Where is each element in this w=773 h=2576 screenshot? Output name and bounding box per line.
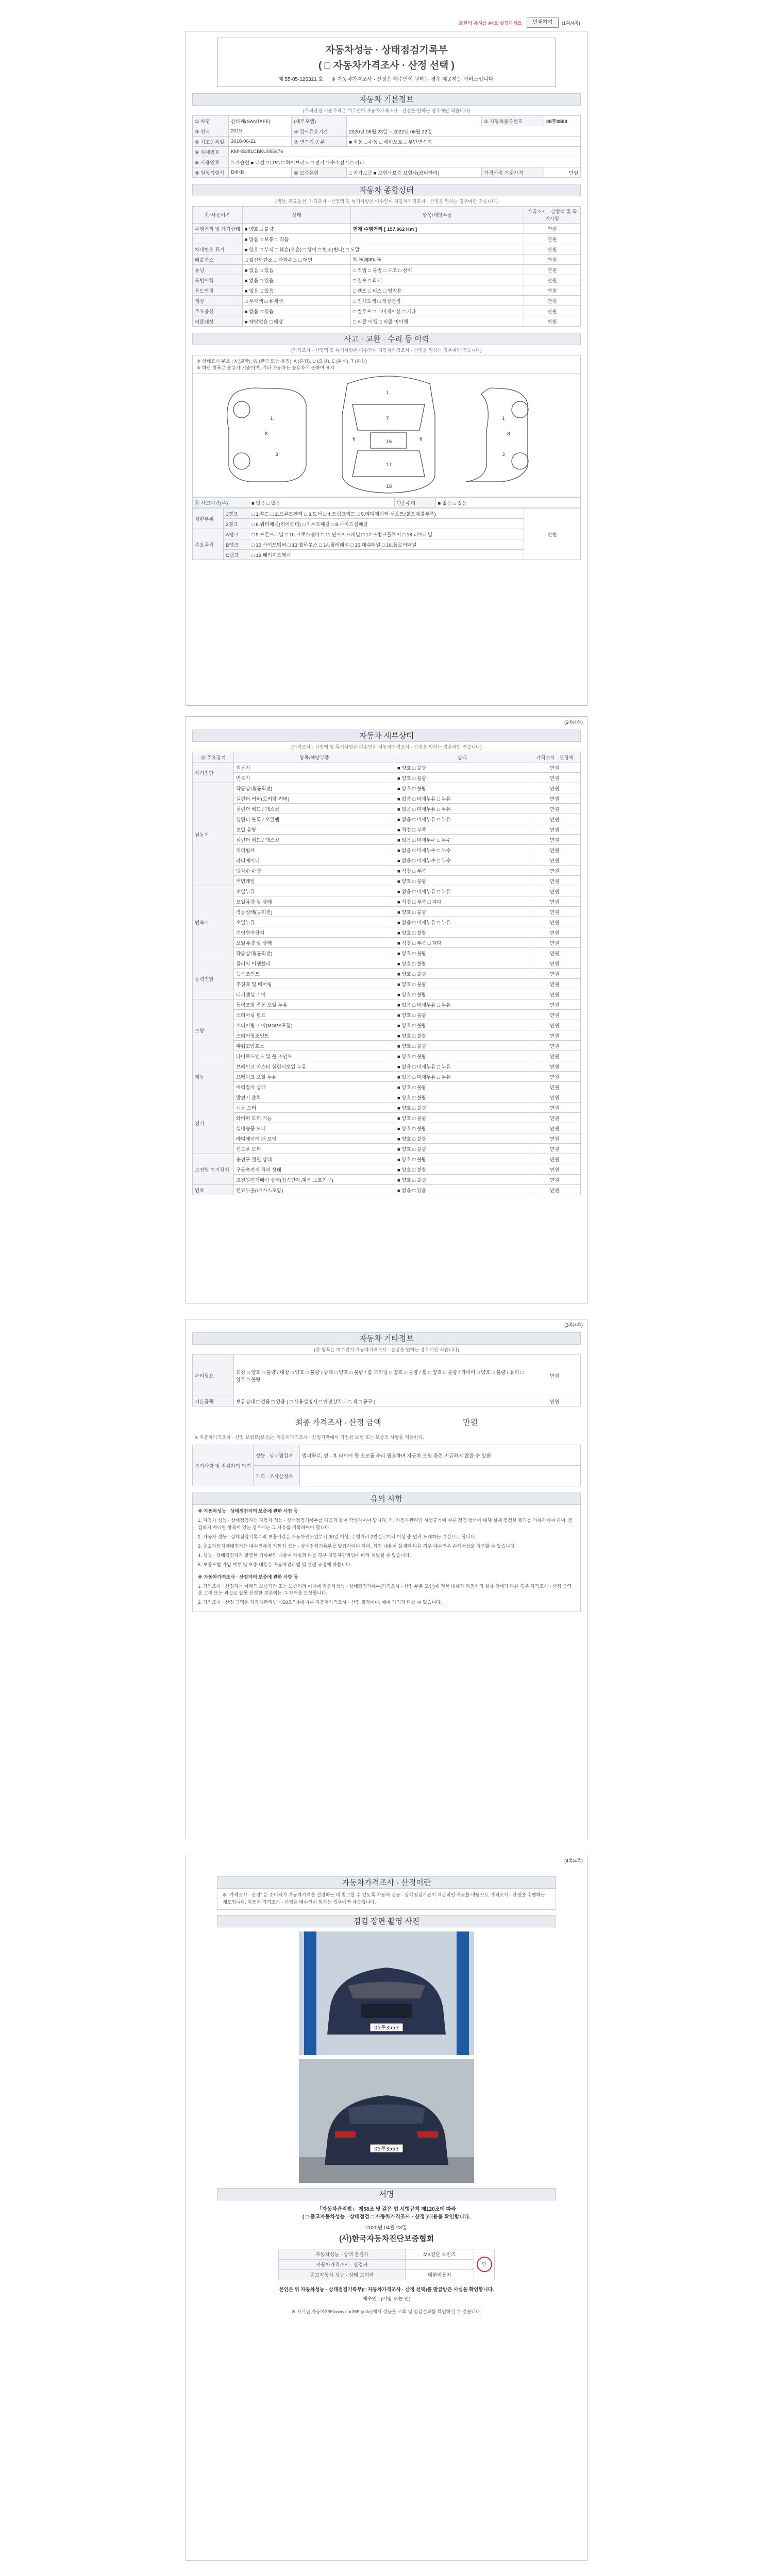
part-state: ■ 양호 □ 불량: [395, 948, 529, 958]
doc-prefix: 제: [278, 77, 283, 82]
svg-text:1: 1: [502, 416, 505, 421]
part-price: 만원: [529, 1144, 581, 1154]
part-state: ■ 양호 □ 불량: [395, 783, 529, 793]
table-row: [193, 999, 581, 1010]
part-state: ■ 적정 □ 부족: [395, 866, 529, 876]
accident-legend: ※ 상태표시 부호 : X (교환), W (판금 또는 용접), A (흠집), U (요철), C (부식), T (손상) ※ 하단 항목은 승용차 기준이며, 기타 자동차는 승용차에 준하여 표시: [192, 355, 581, 374]
page-3-number: (3쪽/4쪽): [564, 1323, 583, 1328]
part-state: ■ 양호 □ 불량: [395, 1164, 529, 1175]
page-3: [186, 1319, 587, 1839]
table-row: [193, 1061, 581, 1072]
table-row: [193, 1020, 581, 1030]
part-price: 만원: [529, 948, 581, 958]
table-row: [193, 783, 581, 793]
group-label: 고전원 전기장치: [193, 1154, 234, 1185]
part-state: ■ 양호 □ 불량: [395, 989, 529, 999]
sign-body: 「자동차관리법」 제58조 및 같은 법 시행규칙 제120조에 따라 ( □ 중고자동차성능 · 상태점검 □ 자동차가격조사 · 산정 )내용을 확인합니다. 2020년 04월 23일 (사)한국자동차진단보증협회 자동차성능 · 상태 점검자 MK진단 로빈즈 인 자동차가격조사 · 산정자 중고자동차 성능 · 상태 고지자 대한자동차 본인은 위 자동차성능 · 상태점검기록부(□ 자동차가격조사 · 산정 선택)를 발급받은 사실을 확인합니다. 매수인 : (서명 또는 인) ※ 자기진 자동차365(www.car365.go.kr)에서 성능을 조회 및 점검결과를 확인하실 수 있습니다.: [279, 2206, 494, 2314]
table-row: [193, 1123, 581, 1133]
overall-section: [192, 184, 581, 327]
table-row: ⑨ 원동기형식 D4HB ⑩ 보증유형 □ 자가보증 ■ 보험사보증 보험사(코리안리) 가격산정 기준가격 만원: [193, 167, 581, 178]
final-section: [192, 1413, 581, 1486]
table-row: [193, 1175, 581, 1185]
print-notice: 프린터 용지를 A4로 설정하세요: [459, 21, 522, 26]
part-name: 클러치 어셈블리: [234, 958, 395, 969]
part-state: ■ 양호 □ 불량: [395, 979, 529, 989]
final-desc: ※ 자동차가격조사 · 산정 보험료(보증)는 자동차가격조사 · 산정기관에서 가입한 보험 또는 보증의 사항을 적용한다.: [194, 1435, 424, 1440]
part-name: 파워고압호스: [234, 1041, 395, 1051]
table-row: [193, 1185, 581, 1195]
table-row: 외판부위 1랭크 □ 1.후드 □ 2.프론트펜더 □ 3.도어 □ 4.트렁크리드 □ 5.라디에이터 서포트(볼트체결부품) 만원: [193, 509, 581, 519]
car-outline-svg: [193, 374, 581, 496]
table-row: 주요옵션 ■ 없음 □ 있음 □ 썬루프 □ 네비게이션 □ 기타 만원: [193, 306, 581, 316]
part-name: 작동상태(공회전): [234, 907, 395, 917]
part-price: 만원: [529, 938, 581, 948]
part-price: 만원: [529, 989, 581, 999]
notice-heading: 유의 사항: [192, 1493, 581, 1505]
sign-section: [217, 2188, 556, 2319]
group-label: 동력전달: [193, 958, 234, 999]
table-row: [193, 1144, 581, 1154]
title-line-1: 자동차성능 · 상태점검기록부: [325, 45, 448, 56]
part-name: 스티어링 기어(MDPS포함): [234, 1020, 395, 1030]
part-price: 만원: [529, 1041, 581, 1051]
part-state: ■ 없음 □ 미세누유 □ 누유: [395, 886, 529, 896]
part-state: ■ 양호 □ 불량: [395, 1103, 529, 1113]
part-name: 실린더 헤드 / 개스킷: [234, 804, 395, 814]
table-row: [193, 938, 581, 948]
part-price: 만원: [529, 1164, 581, 1175]
photo-section: [217, 1915, 556, 2183]
table-row: [193, 845, 581, 855]
part-price: 만원: [529, 886, 581, 896]
part-state: ■ 양호 □ 불량: [395, 773, 529, 783]
part-name: 라디에이터: [234, 855, 395, 866]
basic-info-sub: (가격산정 기준가격은 매수인이 자동차가격조사 · 산정을 원하는 경우에만 적습니다): [303, 108, 470, 113]
table-row: [193, 1113, 581, 1123]
part-name: 오일유량 및 상태: [234, 938, 395, 948]
svg-text:1: 1: [270, 416, 273, 421]
plate-text-rear: 05무3553: [374, 2146, 399, 2152]
basic-info-table: [192, 115, 581, 178]
table-row: [193, 1133, 581, 1144]
table-row: [193, 793, 581, 804]
part-name: 등속조인트: [234, 969, 395, 979]
table-row: [193, 948, 581, 958]
part-price: 만원: [529, 999, 581, 1010]
part-price: 만원: [529, 907, 581, 917]
part-state: ■ 양호 □ 불량: [395, 907, 529, 917]
table-row: 2랭크 □ 6.쿼터패널(리어펜더) □ 7.루프패널 □ 8.사이드실패널: [193, 519, 581, 529]
print-button[interactable]: 인쇄하기: [527, 18, 559, 28]
part-price: 만원: [529, 1175, 581, 1185]
part-state: ■ 없음 □ 미세누유 □ 누유: [395, 1072, 529, 1082]
table-row: [193, 907, 581, 917]
svg-text:1: 1: [386, 391, 389, 396]
group-label: 자기진단: [193, 762, 234, 783]
accident-sub: (가격조사 · 산정액 및 특기사항은 매수인이 자동차가격조사 · 산정을 원하는 경우에만 적습니다): [291, 348, 482, 353]
table-row: [193, 866, 581, 876]
part-name: 작동상태(공회전): [234, 948, 395, 958]
part-state: ■ 양호 □ 불량: [395, 1082, 529, 1092]
title-line-2: ( □ 자동차가격조사 · 산정 선택 ): [318, 60, 455, 71]
svg-text:6: 6: [352, 437, 356, 442]
part-state: ■ 양호 □ 불량: [395, 1133, 529, 1144]
part-price: 만원: [529, 1020, 581, 1030]
table-row: [193, 876, 581, 886]
doc-number-row: [222, 75, 551, 82]
part-name: 오일유량 및 상태: [234, 896, 395, 907]
table-row: [193, 1051, 581, 1061]
group-label: 조향: [193, 999, 234, 1061]
part-price: 만원: [529, 927, 581, 938]
accident-rank-table: [192, 508, 581, 560]
table-row: 수리필요 외장 □ 양호 □ 불량 / 내장 □ 양호 □ 불량 / 광택 □ 양호 □ 불량 / 룸 크리닝 □ 양호 □ 불량 / 휠 □ 양호 □ 불량 / 타이어 □ 양호 □ 불량 / 유리 □ 양호 □ 불량 만원: [193, 1355, 581, 1396]
part-price: 만원: [529, 1010, 581, 1020]
doc-number: 55-05-126321: [284, 77, 317, 82]
plate-text-front: 05무3553: [374, 2025, 399, 2031]
table-row: 색상 □ 무채색 □ 유채색 □ 전체도색 □ 색상변경 만원: [193, 296, 581, 306]
group-label: 변속기: [193, 886, 234, 958]
table-row: [193, 835, 581, 845]
photo-heading: 점검 장면 촬영 사진: [217, 1915, 556, 1927]
part-price: 만원: [529, 969, 581, 979]
table-row: 자동차성능 · 상태 점검자 MK진단 로빈즈 인: [279, 2249, 495, 2259]
part-price: 만원: [529, 773, 581, 783]
final-table: [192, 1445, 581, 1486]
table-row: 중고자동차 성능 · 상태 고지자 대한자동차: [279, 2269, 495, 2280]
table-row: B랭크 □ 12.사이드멤버 □ 13.휠하우스 □ 14.필러패널 □ 15.대쉬패널 □ 16.플로어패널: [193, 539, 581, 550]
part-name: 와이퍼 모터 기능: [234, 1113, 395, 1123]
group-label: 전기: [193, 1092, 234, 1154]
part-price: 만원: [529, 814, 581, 824]
doc-suffix: 호: [318, 77, 324, 82]
part-state: ■ 없음 □ 미세누수 □ 누수: [395, 845, 529, 855]
table-row: C랭크 □ 19.패키지트레이: [193, 550, 581, 560]
svg-text:3: 3: [275, 452, 278, 457]
page-2: [186, 716, 587, 1303]
part-name: 실내송풍 모터: [234, 1123, 395, 1133]
part-price: 만원: [529, 1061, 581, 1072]
part-name: 배력장치 상태: [234, 1082, 395, 1092]
part-state: ■ 양호 □ 불량: [395, 1144, 529, 1154]
table-row: [193, 1030, 581, 1041]
part-name: 커먼레일: [234, 876, 395, 886]
part-price: 만원: [529, 1103, 581, 1113]
other-sub: (⑭ 항목은 매수인이 자동차가격조사 · 산정을 원하는 경우에만 적습니다): [314, 1347, 459, 1352]
overall-sub: (색상, 주요옵션, 가격조사 · 산정액 및 특기사항은 매수인이 자동차가격조사 · 산정을 원하는 경우에만 적습니다): [275, 199, 498, 204]
part-state: ■ 양호 □ 불량: [395, 1010, 529, 1020]
table-row: ⑤ 최초등록일 2018-06-21 ⑦ 변속기 종류 ■ 자동 □ 수동 □ 세미오토 □ 무단변속기: [193, 137, 581, 147]
part-name: 실린더 헤드 / 개스킷: [234, 835, 395, 845]
table-row: 자동차가격조사 · 산정자: [279, 2259, 495, 2269]
table-row: ■ 많음 □ 보통 □ 적음 만원: [193, 234, 581, 244]
table-row: 기본품목 보유상태 □ 없음 □ 있음 ( □ 사용설명서 □ 안전삼각대 □ 잭 □ 공구 ) 만원: [193, 1396, 581, 1406]
part-name: 변속기: [234, 773, 395, 783]
basic-info-heading: 자동차 기본정보: [192, 93, 581, 106]
part-price: 만원: [529, 1133, 581, 1144]
part-state: ■ 없음 □ 미세누수 □ 누수: [395, 855, 529, 866]
part-name: 라디에이터 팬 모터: [234, 1133, 395, 1144]
part-name: 워터펌프: [234, 845, 395, 855]
sign-heading: 서명: [217, 2188, 556, 2200]
price-explain-section: [217, 1876, 556, 1910]
svg-text:3: 3: [502, 452, 505, 457]
part-price: 만원: [529, 804, 581, 814]
part-state: ■ 양호 □ 불량: [395, 1020, 529, 1030]
part-name: 실린더 커버(로커암 커버): [234, 793, 395, 804]
final-heading: 최종 가격조사 · 산정 금액: [295, 1418, 381, 1427]
part-name: 타이로드엔드 및 볼 조인트: [234, 1051, 395, 1061]
part-state: ■ 없음 □ 미세누유 □ 누유: [395, 999, 529, 1010]
part-name: 오일 유량: [234, 824, 395, 835]
part-price: 만원: [529, 979, 581, 989]
group-label: 연료: [193, 1185, 234, 1195]
table-row: [193, 804, 581, 814]
table-row: 리콜대상 ■ 해당없음 □ 해당 □ 리콜 이행 □ 리콜 미이행 만원: [193, 316, 581, 327]
part-price: 만원: [529, 1113, 581, 1123]
table-row: [193, 886, 581, 896]
part-name: 냉각수 수량: [234, 866, 395, 876]
table-row: [193, 896, 581, 907]
notice-section: [192, 1493, 581, 1612]
part-price: 만원: [529, 824, 581, 835]
group-label: 제동: [193, 1061, 234, 1092]
part-price: 만원: [529, 1082, 581, 1092]
part-price: 만원: [529, 762, 581, 773]
table-header-row: ⑬ 주요장치 항목/해당부품 상태 가격조사 · 산정액: [193, 752, 581, 762]
part-name: 스티어링조인트: [234, 1030, 395, 1041]
other-section: [192, 1332, 581, 1406]
part-name: 작동상태(공회전): [234, 783, 395, 793]
part-price: 만원: [529, 876, 581, 886]
page-1: [186, 31, 587, 706]
part-state: ■ 없음 □ 있음: [395, 1185, 529, 1195]
table-row: ⑥ 차대번호 KMHS381CBKU055476: [193, 147, 581, 157]
part-name: 윈도우 모터: [234, 1144, 395, 1154]
page-4: [186, 1855, 587, 2561]
part-state: ■ 양호 □ 불량: [395, 1154, 529, 1164]
part-state: ■ 없음 □ 미세누유 □ 누유: [395, 917, 529, 927]
detail-table: [192, 752, 581, 1195]
part-price: 만원: [529, 958, 581, 969]
table-row: [193, 1164, 581, 1175]
part-state: ■ 양호 □ 불량: [395, 1175, 529, 1185]
svg-text:16: 16: [386, 439, 392, 445]
table-row: 용도변경 ■ 없음 □ 있음 □ 렌트 □ 리스 □ 영업용 만원: [193, 285, 581, 296]
table-row: [193, 1154, 581, 1164]
table-row: [193, 979, 581, 989]
table-row: [193, 1041, 581, 1051]
table-row: 배출가스 □ 일산화탄소 □ 탄화수소 □ 매연 % % ppm, % 만원: [193, 255, 581, 265]
part-state: ■ 없음 □ 미세누수 □ 누수: [395, 835, 529, 845]
part-price: 만원: [529, 1092, 581, 1103]
part-state: ■ 양호 □ 불량: [395, 1051, 529, 1061]
part-state: ■ 없음 □ 미세누유 □ 누유: [395, 793, 529, 804]
part-state: ■ 양호 □ 불량: [395, 876, 529, 886]
table-row: [193, 927, 581, 938]
svg-text:7: 7: [386, 416, 389, 421]
table-row: 튜닝 ■ 없음 □ 있음 □ 적법 □ 불법 □ 구조 □ 장치 만원: [193, 265, 581, 275]
overall-table: [192, 206, 581, 327]
part-state: ■ 양호 □ 불량: [395, 762, 529, 773]
table-row: ① 차명 산타페(SANTAFE) (세부모델) ② 자동차등록번호 05무3553: [193, 116, 581, 126]
part-name: 충전구 절연 상태: [234, 1154, 395, 1164]
part-state: ■ 양호 □ 불량: [395, 1041, 529, 1051]
car-diagram: [192, 374, 581, 497]
price-explain-desc: ※ "가격조사 · 산정" 은 소비자가 자동차가격을 결정하는 데 참고할 수 있도록 자동차 성능 · 상태점검기관이 객관적인 자료를 바탕으로 가격조사 · 산정을 수행하는 제도입니다. 자동차 가격조사 · 산정은 매수인이 원하는 경우에만 제공됩니다.: [217, 1889, 556, 1910]
part-name: 연료누출(LP가스포함): [234, 1185, 395, 1195]
part-name: 고전원전기배선 상태(접속단자,피복,보호기구): [234, 1175, 395, 1185]
part-state: ■ 없음 □ 미세누유 □ 누유: [395, 1061, 529, 1072]
part-state: ■ 양호 □ 불량: [395, 1030, 529, 1041]
part-name: 오일누유: [234, 886, 395, 896]
table-row: [193, 989, 581, 999]
part-price: 만원: [529, 1030, 581, 1041]
table-row: ⑧ 사용연료 □ 가솔린 ■ 디젤 □ LPG □ 하이브리드 □ 전기 □ 수소전기 □ 기타: [193, 157, 581, 167]
group-label: 원동기: [193, 783, 234, 886]
other-table: [192, 1354, 581, 1406]
part-state: ■ 적정 □ 부족: [395, 824, 529, 835]
doc-note: ※ 자동차가격조사 · 산정은 매수인이 원하는 경우 제공하는 서비스입니다.: [331, 77, 495, 82]
part-name: 브레이크 오일 누유: [234, 1072, 395, 1082]
part-price: 만원: [529, 845, 581, 855]
accident-heading: 사고 · 교환 · 수리 등 이력: [192, 333, 581, 345]
table-row: [193, 1010, 581, 1020]
document-title: [217, 38, 556, 87]
part-name: 발전기 출력: [234, 1092, 395, 1103]
table-row: [193, 1092, 581, 1103]
part-price: 만원: [529, 1154, 581, 1164]
part-state: ■ 적정 □ 부족 □ 과다: [395, 938, 529, 948]
svg-text:8: 8: [507, 432, 510, 437]
table-row: ③ 연식 2019 ④ 검사유효기간 2020년 06월 23일 ~ 2022년 06월 22일: [193, 126, 581, 137]
table-row: 가격 · 조사산정자: [193, 1466, 581, 1486]
signer-table: [278, 2249, 495, 2280]
part-price: 만원: [529, 866, 581, 876]
table-row: [193, 762, 581, 773]
seal-stamp: 인: [477, 2257, 492, 2272]
part-state: ■ 양호 □ 불량: [395, 958, 529, 969]
part-state: ■ 없음 □ 미세누유 □ 누유: [395, 804, 529, 814]
svg-text:6: 6: [419, 437, 423, 442]
part-name: 실린더 블록 / 오일팬: [234, 814, 395, 824]
accident-summary-table: [192, 497, 581, 508]
table-row: 특별이력 ■ 없음 □ 있음 □ 침수 □ 화재 만원: [193, 275, 581, 285]
table-row: [193, 1072, 581, 1082]
table-row: 특기사항 및 점검자의 의견 성능 · 상태점검자 범퍼하부, 전 · 후 타이어 등 소모품 수리 필요하며 자동차 보험 관련 지급하지 않을 수 있음: [193, 1445, 581, 1466]
part-name: 기어변속장치: [234, 927, 395, 938]
overall-heading: 자동차 종합상태: [192, 184, 581, 196]
part-state: ■ 양호 □ 불량: [395, 1113, 529, 1123]
svg-text:18: 18: [386, 484, 392, 489]
part-price: 만원: [529, 1185, 581, 1195]
part-state: ■ 적정 □ 부족 □ 과다: [395, 896, 529, 907]
table-row: [193, 855, 581, 866]
table-row: [193, 958, 581, 969]
table-row: 주요골격 A랭크 □ 9.프론트패널 □ 10.크로스멤버 □ 11.인사이드패널 □ 17.트렁크플로어 □ 18.리어패널: [193, 529, 581, 539]
svg-text:8: 8: [265, 432, 268, 437]
part-name: 구동축전지 격리 상태: [234, 1164, 395, 1175]
part-price: 만원: [529, 835, 581, 845]
part-name: 브레이크 마스터 실린더오일 누유: [234, 1061, 395, 1072]
toolbar: [186, 15, 587, 31]
price-explain-heading: 자동차가격조사 · 산정이란: [217, 1876, 556, 1889]
final-price-row: [192, 1413, 581, 1432]
car-front-photo: [299, 1931, 474, 2055]
part-name: 동력조향 작동 오일 누유: [234, 999, 395, 1010]
notice-body: ※ 자동차성능 · 상태점검자의 보증에 관한 사항 등 1. 자동차 성능 · 상태점검자는 자동차 성능 · 상태점검기록부를 다음과 같이 작성하여야 합니다. 가. 자동차관리법 시행규칙에 따른 점검 항목에 대해 실제 점검한 결과를 기록하여야 하며, 점검하지 아니한 항목이 있는 경우에는 그 사유를 기록하여야 합니다. 2. 자동차 성능 · 상태점검기록부의 보증기간은 자동차인도일부터 30일 이상, 주행거리 2천킬로미터 이상 중 먼저 도래하는 기간으로 합니다. 3. 중고자동차매매업자는 매수인에게 자동차 성능 · 상태점검기록부를 발급하여야 하며, 점검 내용이 실제와 다른 경우 매수인은 손해배상을 청구할 수 있습니다. 4. 성능 · 상태점검자가 발급한 기록부의 내용이 사실과 다를 경우 자동차관리법에 따라 처벌될 수 있습니다. 5. 보증보험 가입 여부 및 보증 내용은 자동차관리법 및 관련 규정에 따릅니다. ※ 자동차가격조사 · 산정자의 보증에 관한 사항 등 1. 가격조사 · 산정자는 아래의 보증기간 또는 보증거리 이내에 자동차성능 · 상태점검기록부(가격조사 · 산정 부분 포함)에 적힌 내용과 자동차의 실제 상태가 다른 경우 가격조사 · 산정 금액을 고의 또는 과실로 잘못 산정한 경우에는 그 차액을 보상합니다. 2. 가격조사 · 산정 금액은 자동차관리법 제58조의4에 따른 자동차가격조사 · 산정 결과이며, 매매 가격과 다를 수 있습니다.: [192, 1505, 581, 1612]
part-name: 오일누유: [234, 917, 395, 927]
part-state: ■ 양호 □ 불량: [395, 927, 529, 938]
part-state: ■ 양호 □ 불량: [395, 1092, 529, 1103]
table-row: [193, 1103, 581, 1113]
part-name: 원동기: [234, 762, 395, 773]
table-row: [193, 814, 581, 824]
page-2-number: (2쪽/4쪽): [564, 720, 583, 725]
detail-section: [192, 730, 581, 1195]
page-4-number: (4쪽/4쪽): [564, 1858, 583, 1863]
final-unit: 만원: [463, 1418, 478, 1427]
other-heading: 자동차 기타정보: [192, 1332, 581, 1345]
table-row: 주행거리 및 계기상태 ■ 양호 □ 불량 현재 주행거리 [ 157,962 Km ] 만원: [193, 224, 581, 234]
part-price: 만원: [529, 917, 581, 927]
svg-text:17: 17: [386, 463, 392, 468]
table-row: [193, 1082, 581, 1092]
part-state: ■ 없음 □ 미세누유 □ 누유: [395, 814, 529, 824]
table-row: [193, 773, 581, 783]
basic-info-section: [192, 93, 581, 178]
part-price: 만원: [529, 793, 581, 804]
table-header-row: ⑪ 사용이력 상태 항목/해당부품 가격조사 · 산정액 및 특기사항: [193, 207, 581, 224]
part-price: 만원: [529, 1051, 581, 1061]
part-price: 만원: [529, 1123, 581, 1133]
page-number: (1쪽/4쪽): [562, 21, 580, 26]
accident-section: [192, 333, 581, 560]
car-rear-photo: [299, 2059, 474, 2183]
table-row: [193, 969, 581, 979]
part-state: ■ 양호 □ 불량: [395, 1123, 529, 1133]
table-row: 차대번호 표기 ■ 양호 □ 부식 □ 훼손(오손) □ 상이 □ 변조(변타) □ 도말 만원: [193, 244, 581, 255]
part-price: 만원: [529, 855, 581, 866]
part-price: 만원: [529, 896, 581, 907]
part-name: 시동 모터: [234, 1103, 395, 1113]
table-row: ⑫ 사고이력(주) ■ 없음 □ 있음 단순수리 ■ 없음 □ 있음: [193, 498, 581, 508]
part-name: 스티어링 펌프: [234, 1010, 395, 1020]
detail-sub: (가격조사 · 산정액 및 특기사항은 매수인이 자동차가격조사 · 산정을 원하는 경우에만 적습니다): [291, 744, 482, 750]
part-price: 만원: [529, 783, 581, 793]
part-state: ■ 양호 □ 불량: [395, 969, 529, 979]
part-price: 만원: [529, 1072, 581, 1082]
table-row: [193, 917, 581, 927]
table-row: [193, 824, 581, 835]
detail-heading: 자동차 세부상태: [192, 730, 581, 742]
part-name: 디퍼렌셜 기어: [234, 989, 395, 999]
part-name: 추진축 및 베어링: [234, 979, 395, 989]
